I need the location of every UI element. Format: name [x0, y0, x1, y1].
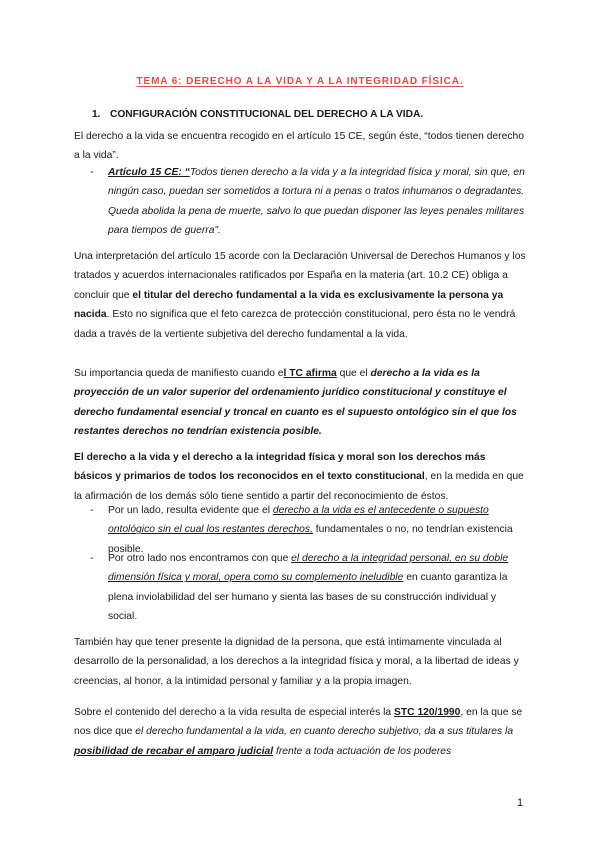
document-title: TEMA 6: DERECHO A LA VIDA Y A LA INTEGRIDAD FÍSICA.	[136, 76, 464, 87]
quote-bullet	[90, 163, 526, 241]
text-run: Una interpretación del artículo 15 acorde con la Declaración Universal de Derechos Humanos y los tratados y acuerdos internacionales ratificados por España en la materia (art. 10.2 CE) obliga a concluir que	[74, 251, 526, 301]
text-run: , en la medida en que la afirmación de los demás sólo tiene sentido a partir del reconocimiento de éstos.	[74, 471, 524, 502]
bullet-dash: -	[90, 167, 94, 178]
emphasis-quote: derecho a la vida es la proyección de un valor superior del ordenamiento jurídico constitucional y constituye el derecho fundamental esencial y troncal en cuanto es el supuesto ontológico sin el que los restantes derechos no tendrían existencia posible.	[74, 368, 517, 438]
emphasis-italic: frente a toda actuación de los poderes	[273, 745, 452, 757]
text-run: que el	[336, 368, 371, 379]
text-run: Su importancia queda de manifiesto cuando e	[74, 368, 284, 379]
emphasis-amparo: posibilidad de recabar el amparo judicial	[74, 745, 274, 757]
paragraph-intro: El derecho a la vida se encuentra recogido en el artículo 15 CE, según éste, “todos tienen derecho a la vida”.	[74, 131, 524, 162]
paragraph-dignity: También hay que tener presente la dignidad de la persona, que está íntimamente vinculada al desarrollo de la personalidad, a los derechos a la integridad física y moral, a la libertad de ideas y creencias, al honor, a la intimidad personal y familiar y a la propia imagen.	[74, 637, 519, 687]
paragraph-interpretation	[74, 247, 526, 344]
text-run: Por otro lado nos encontramos con que	[108, 553, 292, 564]
emphasis-tc: l TC afirma	[283, 368, 337, 379]
list-item-body	[108, 549, 526, 627]
emphasis-stc: STC 120/1990	[393, 707, 461, 718]
text-run: en cuanto garantiza la plena inviolabilidad del ser humano y sienta las bases de su construcción individual y social.	[108, 572, 508, 623]
quote-label: Artículo 15 CE: “	[108, 167, 190, 178]
emphasis-italic: el derecho fundamental a la vida, en cuanto derecho subjetivo, da a sus titulares la	[135, 726, 514, 738]
bullet-dash: -	[90, 553, 94, 564]
text-run: , en la que se nos dice que	[74, 707, 523, 738]
paragraph-stc	[74, 703, 526, 761]
emphasis-basic-rights: El derecho a la vida y el derecho a la integridad física y moral son los derechos más básicos y primarios de todos los reconocidos en el texto constitucional	[74, 452, 486, 483]
text-run: fundamentales o no, no tendrían existencia posible.	[108, 524, 513, 555]
bullet-dash: -	[90, 505, 94, 516]
section-number: 1.	[92, 109, 101, 120]
section-heading-text: CONFIGURACIÓN CONSTITUCIONAL DEL DERECHO A LA VIDA.	[110, 109, 424, 120]
text-run: Por un lado, resulta evidente que el	[108, 505, 273, 516]
section-heading	[92, 109, 423, 120]
list-item	[90, 549, 526, 627]
text-run: Sobre el contenido del derecho a la vida resulta de especial interés la	[74, 707, 394, 718]
emphasis-underlined: derecho a la vida es el antecedente o supuesto ontológico sin el cual los restantes derechos,	[108, 505, 489, 536]
quote-body	[108, 163, 526, 241]
paragraph-importance	[74, 364, 526, 442]
text-run: . Esto no significa que el feto carezca de protección constitucional, pero ésta no le vendrá dada a través de la vertiente subjetiva del derecho fundamental a la vida.	[74, 309, 516, 340]
emphasis-titular: el titular del derecho fundamental a la vida es exclusivamente la persona ya nacida	[74, 289, 504, 321]
page-number: 1	[517, 797, 524, 809]
emphasis-underlined: el derecho a la integridad personal, en su doble dimensión física y moral, opera como su complemento ineludible	[108, 553, 509, 584]
quote-text: Todos tienen derecho a la vida y a la integridad física y moral, sin que, en ningún caso, puedan ser sometidos a tortura ni a penas o tratos inhumanos o degradantes. Queda abolida la pena de muerte, salvo lo que puedan disponer las leyes penales militares para tiempos de guerra”.	[108, 167, 525, 237]
paragraph-basic-rights	[74, 448, 526, 506]
